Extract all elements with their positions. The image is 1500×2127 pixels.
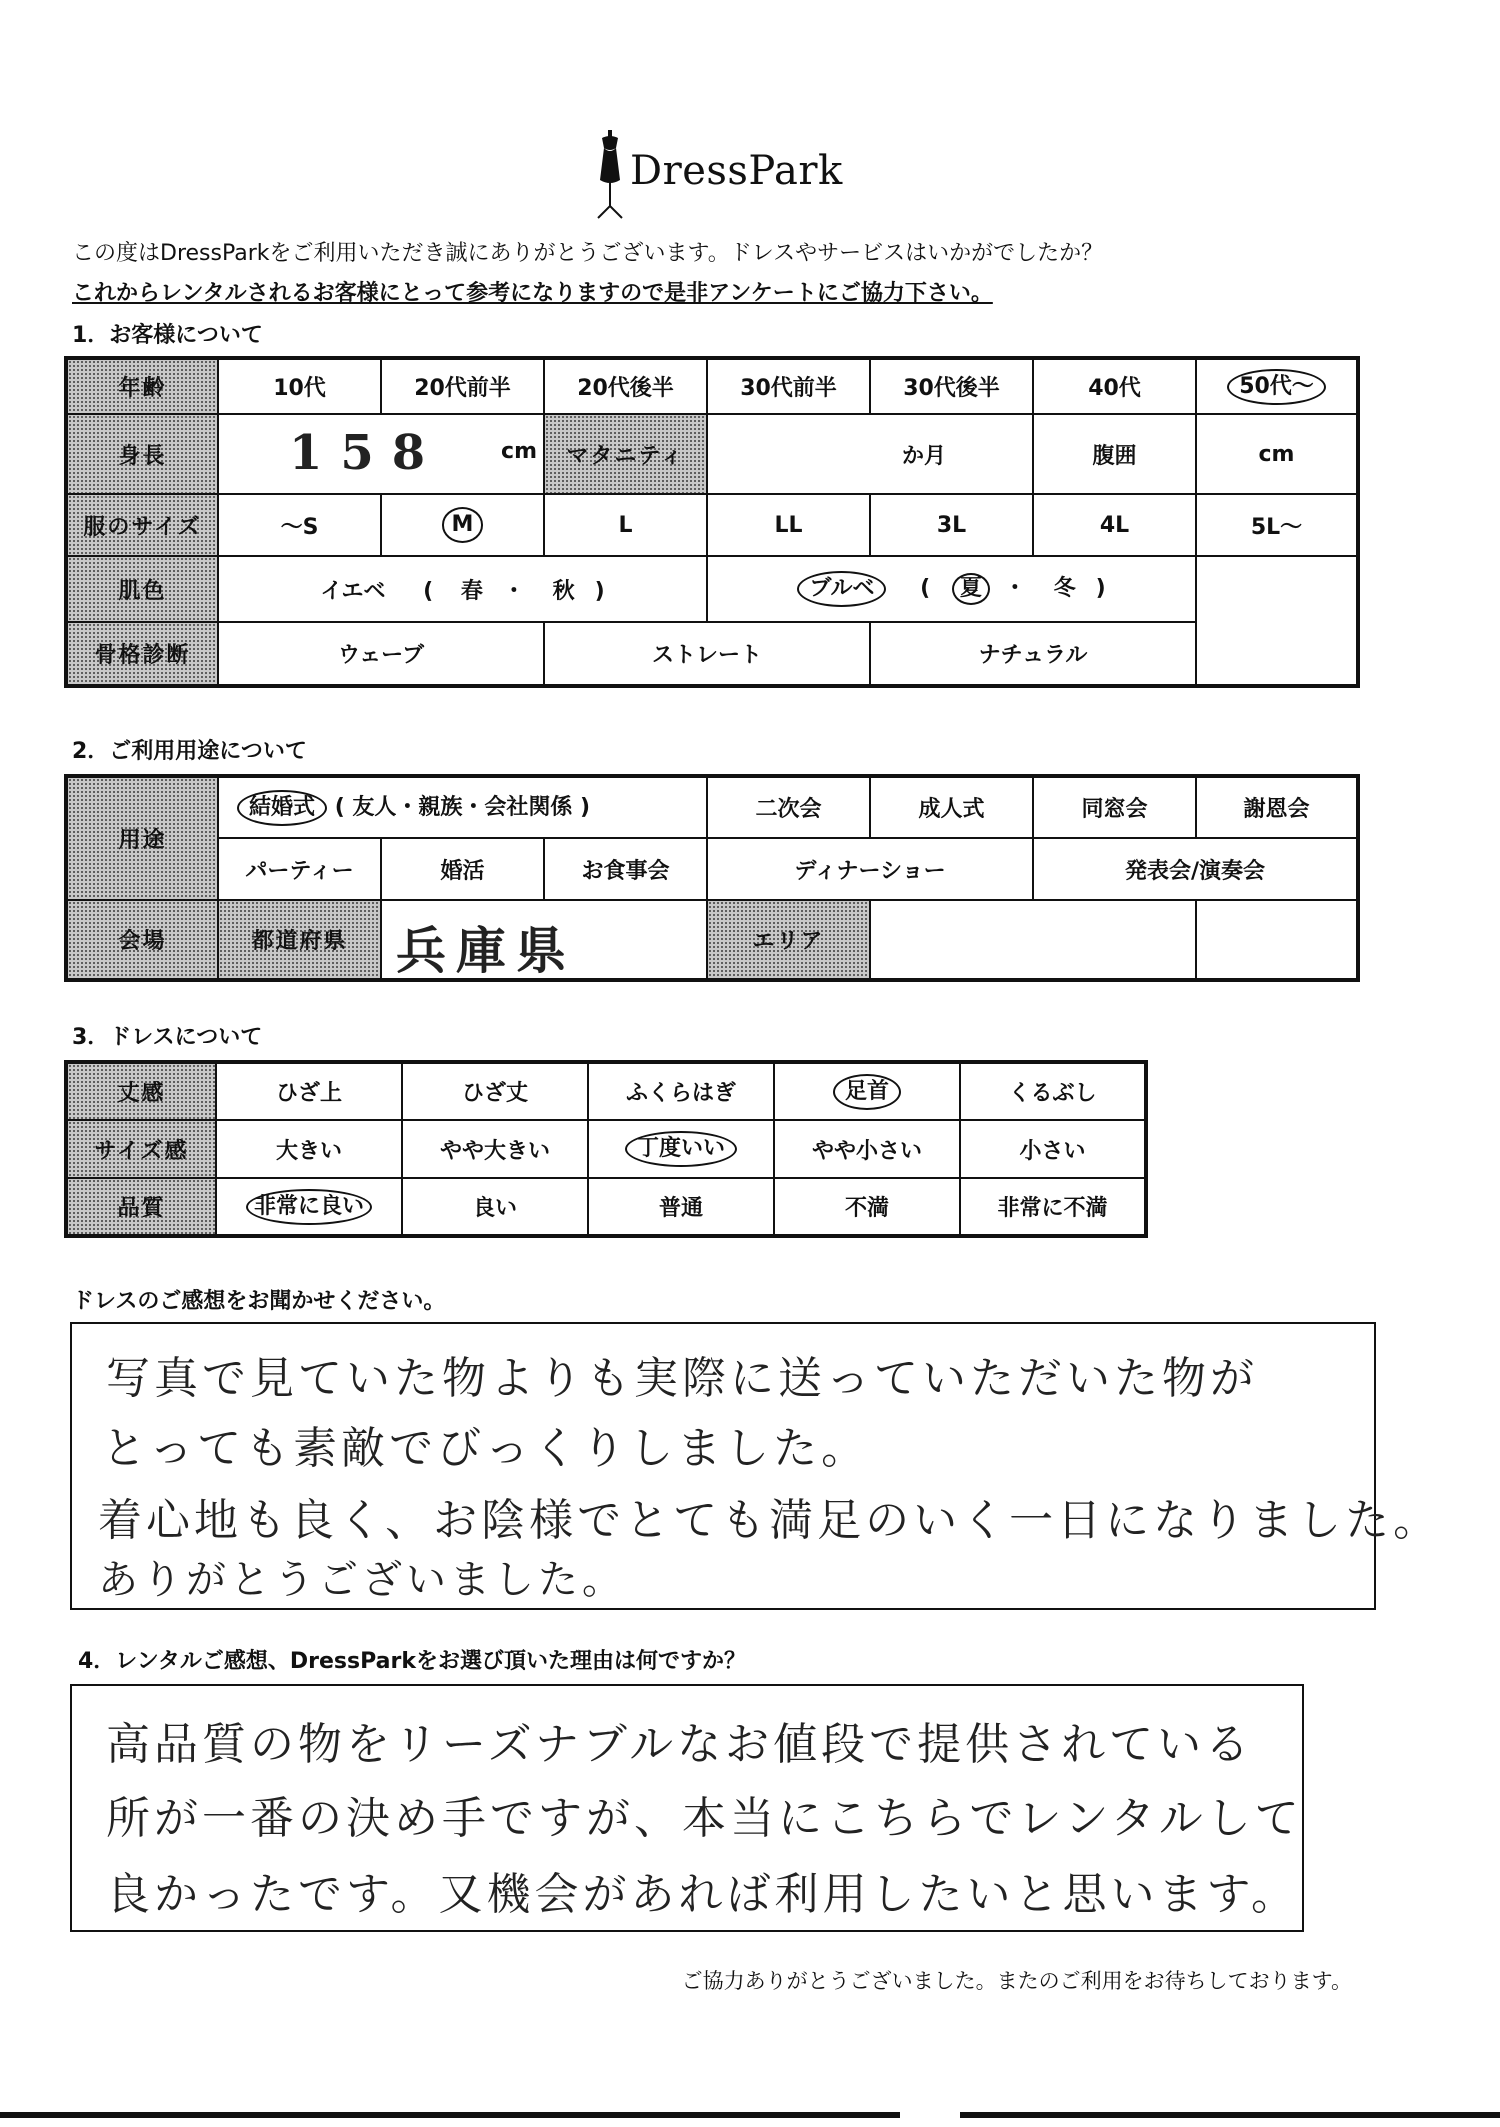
quality-option[interactable]: 良い (402, 1178, 588, 1236)
selected-circle: ブルベ (797, 571, 886, 607)
yellow-base-option[interactable]: イエベ ( 春 ・ 秋 ) (218, 556, 707, 622)
length-option[interactable]: ひざ丈 (402, 1062, 588, 1120)
purpose-option[interactable]: 同窓会 (1033, 776, 1196, 838)
height-row (66, 414, 1358, 494)
quality-row (66, 1178, 1146, 1236)
maternity-month-field[interactable] (707, 414, 1033, 494)
selected-circle: M (442, 507, 484, 543)
quality-option[interactable]: 非常に不満 (960, 1178, 1146, 1236)
height-unit: cm (501, 439, 537, 464)
prefecture-label: 都道府県 (218, 900, 381, 980)
size-option[interactable]: LL (707, 494, 870, 556)
length-label: 丈感 (66, 1062, 216, 1120)
section-dress-title: 3．ドレスについて (72, 1025, 263, 1050)
area-label: エリア (707, 900, 870, 980)
waist-unit: cm (1258, 441, 1295, 467)
length-option-selected[interactable] (774, 1062, 960, 1120)
fit-option[interactable]: やや大きい (402, 1120, 588, 1178)
purpose-option[interactable]: 謝恩会 (1196, 776, 1358, 838)
yellow-base-text: イエベ (320, 578, 386, 604)
length-option[interactable]: くるぶし (960, 1062, 1146, 1120)
purpose-row-2 (66, 838, 1358, 900)
prefecture-value: 兵庫県 (396, 921, 576, 980)
height-field[interactable] (218, 414, 544, 494)
month-unit: か月 (901, 443, 946, 469)
age-option[interactable]: 40代 (1033, 358, 1196, 414)
section-reason-title: 4．レンタルご感想、DressParkをお選び頂いた理由は何ですか？ (78, 1649, 746, 1674)
blue-base-option[interactable]: ブルベ ( 夏 ・ 冬 ) (707, 556, 1196, 622)
age-label: 年齢 (66, 358, 218, 414)
selected-circle: 足首 (833, 1074, 901, 1110)
winter-option[interactable]: 冬 (1053, 576, 1076, 601)
venue-row (66, 900, 1358, 980)
age-row (66, 358, 1358, 414)
skin-label: 肌色 (66, 556, 218, 622)
fit-label: サイズ感 (66, 1120, 216, 1178)
intro-request: これからレンタルされるお客様にとって参考になりますので是非アンケートにご協力下さい。 (72, 281, 993, 306)
purpose-option[interactable]: 二次会 (707, 776, 870, 838)
age-option-selected[interactable] (1196, 358, 1358, 414)
fit-option[interactable]: 小さい (960, 1120, 1146, 1178)
fit-option[interactable]: やや小さい (774, 1120, 960, 1178)
dress-table (64, 1060, 1148, 1238)
size-label: 服のサイズ (66, 494, 218, 556)
comment-line: 着心地も良く、お陰様でとても満足のいく一日になりました。 (98, 1495, 1442, 1546)
selected-circle: 丁度いい (625, 1131, 737, 1167)
dresspark-logo (590, 128, 930, 228)
quality-option-selected[interactable] (216, 1178, 402, 1236)
customer-table (64, 356, 1360, 688)
area-field[interactable] (870, 900, 1196, 980)
skeleton-row (66, 622, 1358, 686)
fit-row (66, 1120, 1146, 1178)
reason-box[interactable] (70, 1684, 1304, 1932)
wedding-detail: ( 友人・親族・会社関係 ) (334, 794, 591, 820)
skin-row (66, 556, 1358, 622)
fit-option[interactable]: 大きい (216, 1120, 402, 1178)
purpose-option[interactable]: 成人式 (870, 776, 1033, 838)
maternity-label: マタニティ (544, 414, 707, 494)
footer-thanks: ご協力ありがとうございました。またのご利用をお待ちしております。 (681, 1969, 1352, 1993)
length-option[interactable]: ふくらはぎ (588, 1062, 774, 1120)
waist-field[interactable] (1196, 414, 1358, 494)
purpose-option[interactable]: ディナーショー (707, 838, 1033, 900)
reason-line: 良かったです。又機会があれば利用したいと思います。 (106, 1869, 1299, 1920)
selected-circle: 50代～ (1227, 369, 1326, 405)
length-row (66, 1062, 1146, 1120)
size-row (66, 494, 1358, 556)
age-option[interactable]: 30代後半 (870, 358, 1033, 414)
empty-cell (1196, 622, 1358, 686)
length-option[interactable]: ひざ上 (216, 1062, 402, 1120)
section-comment-title: ドレスのご感想をお聞かせください。 (72, 1289, 446, 1314)
age-option[interactable]: 10代 (218, 358, 381, 414)
section-customer-title: 1．お客様について (72, 323, 263, 348)
wedding-option[interactable] (218, 776, 707, 838)
height-value: 158 (289, 425, 444, 481)
quality-option[interactable]: 普通 (588, 1178, 774, 1236)
age-option[interactable]: 20代後半 (544, 358, 707, 414)
purpose-option[interactable]: 婚活 (381, 838, 544, 900)
height-label: 身長 (66, 414, 218, 494)
usage-table (64, 774, 1360, 982)
reason-line: 高品質の物をリーズナブルなお値段で提供されている (106, 1719, 1254, 1770)
size-option[interactable]: 3L (870, 494, 1033, 556)
purpose-label: 用途 (66, 776, 218, 900)
reason-line: 所が一番の決め手ですが、本当にこちらでレンタルして (106, 1793, 1303, 1844)
waist-label: 腹囲 (1033, 414, 1196, 494)
purpose-option[interactable]: パーティー (218, 838, 381, 900)
skeleton-option[interactable]: ナチュラル (870, 622, 1196, 686)
size-option[interactable]: 4L (1033, 494, 1196, 556)
skeleton-label: 骨格診断 (66, 622, 218, 686)
quality-option[interactable]: 不満 (774, 1178, 960, 1236)
skeleton-option[interactable]: ウェーブ (218, 622, 544, 686)
skeleton-option[interactable]: ストレート (544, 622, 870, 686)
age-option[interactable]: 20代前半 (381, 358, 544, 414)
brand-name: DressPark (630, 148, 843, 194)
autumn-option[interactable]: 秋 (552, 578, 575, 604)
selected-circle: 結婚式 (237, 790, 327, 826)
size-option[interactable]: 5L～ (1196, 494, 1358, 556)
venue-label: 会場 (66, 900, 218, 980)
empty-cell (1196, 556, 1358, 622)
comment-line: 写真で見ていた物よりも実際に送っていただいた物が (106, 1353, 1258, 1404)
dress-form-icon (590, 128, 630, 223)
purpose-row-1 (66, 776, 1358, 838)
size-option-selected[interactable] (381, 494, 544, 556)
size-option[interactable]: ～S (218, 494, 381, 556)
spring-option[interactable]: 春 (460, 578, 483, 604)
quality-label: 品質 (66, 1178, 216, 1236)
scan-edge-line (0, 2112, 1500, 2118)
age-option[interactable]: 30代前半 (707, 358, 870, 414)
fit-option-selected[interactable] (588, 1120, 774, 1178)
selected-circle: 非常に良い (246, 1189, 372, 1225)
empty-cell (1196, 900, 1358, 980)
comment-line: ありがとうございました。 (98, 1557, 626, 1603)
purpose-option[interactable]: お食事会 (544, 838, 707, 900)
comment-box[interactable] (70, 1322, 1442, 1610)
intro-text: この度はDressParkをご利用いただき誠にありがとうございます。ドレスやサービスはいかがでしたか？ (72, 241, 1104, 266)
section-usage-title: 2．ご利用用途について (72, 739, 307, 764)
prefecture-field[interactable] (381, 900, 707, 980)
purpose-option[interactable]: 発表会/演奏会 (1033, 838, 1358, 900)
comment-line: とっても素敵でびっくりしました。 (102, 1423, 870, 1474)
size-option[interactable]: L (544, 494, 707, 556)
selected-circle: 夏 (952, 573, 990, 605)
